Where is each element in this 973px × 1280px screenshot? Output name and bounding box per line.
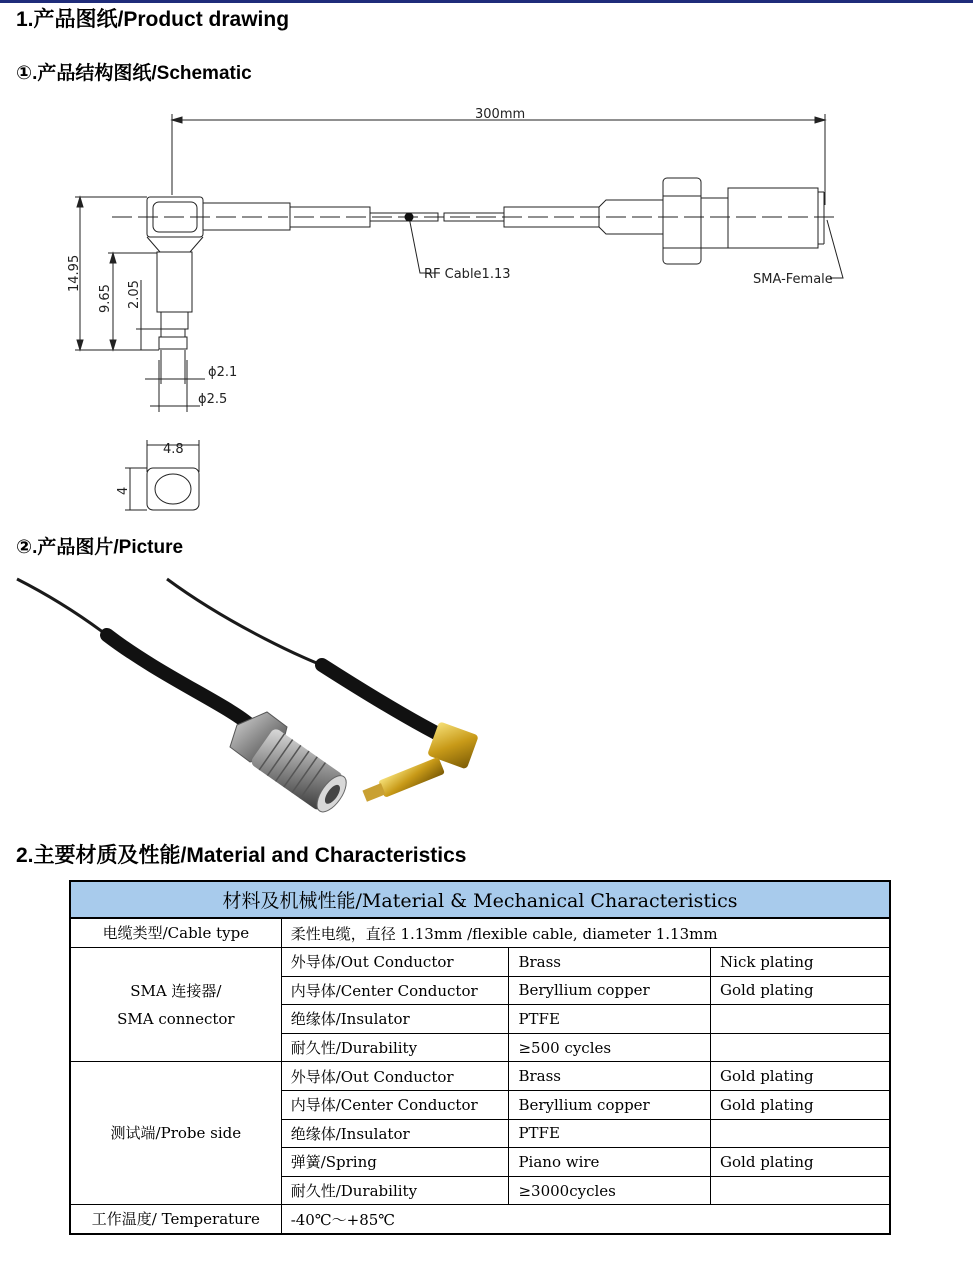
sma-group-label-en: SMA connector: [117, 1009, 235, 1028]
dim-d1-label: ϕ2.1: [208, 365, 238, 380]
table-cell: Beryllium copper: [509, 976, 711, 1005]
table-cell: [711, 1119, 890, 1148]
dim-d2-label: ϕ2.5: [198, 392, 228, 407]
dim-h2-label: 9.65: [98, 284, 113, 313]
sma-group-label: SMA 连接器/: [130, 981, 222, 1000]
table-header: 材料及机械性能/Material & Mechanical Characteristics: [70, 881, 890, 918]
dim-height-label: 4: [116, 486, 131, 495]
table-cell: 外导体/Out Conductor: [281, 948, 509, 977]
cable-label: RF Cable1.13: [424, 267, 511, 282]
table-cell: Beryllium copper: [509, 1090, 711, 1119]
cable-type-label: 电缆类型/Cable type: [70, 918, 281, 948]
table-header-row: [70, 881, 890, 918]
table-cell: Nick plating: [711, 948, 890, 977]
dim-h1-label: 14.95: [67, 254, 82, 292]
picture-title: ②.产品图片/Picture: [16, 537, 184, 558]
table-cell: 内导体/Center Conductor: [281, 1090, 509, 1119]
table-row: [70, 1205, 890, 1235]
table-row: [70, 948, 890, 977]
temperature-label: 工作温度/ Temperature: [70, 1205, 281, 1235]
product-photo: [12, 577, 512, 822]
table-cell: 耐久性/Durability: [281, 1176, 509, 1205]
table-cell: 内导体/Center Conductor: [281, 976, 509, 1005]
cable-type-value: 柔性电缆，直径 1.13mm /flexible cable, diameter 1.13mm: [281, 918, 890, 948]
section1-title: 1.产品图纸/Product drawing: [16, 8, 290, 31]
table-cell: 耐久性/Durability: [281, 1033, 509, 1062]
dim-width-label: 4.8: [163, 442, 184, 457]
table-row: [70, 1062, 890, 1091]
temperature-value: -40℃～+85℃: [281, 1205, 890, 1235]
table-cell: Gold plating: [711, 1090, 890, 1119]
table-cell: PTFE: [509, 1005, 711, 1034]
table-cell: Brass: [509, 948, 711, 977]
sma-group-cell: [70, 948, 281, 1062]
table-cell: 弹簧/Spring: [281, 1148, 509, 1177]
connector-label: SMA-Female: [753, 272, 833, 287]
dim-length-label: 300mm: [475, 107, 526, 122]
schematic-title: ①.产品结构图纸/Schematic: [16, 63, 252, 84]
table-cell: [711, 1033, 890, 1062]
dim-h3-label: 2.05: [127, 280, 142, 309]
section2-title: 2.主要材质及性能/Material and Characteristics: [16, 844, 467, 867]
table-cell: Piano wire: [509, 1148, 711, 1177]
table-cell: PTFE: [509, 1119, 711, 1148]
table-cell: [711, 1005, 890, 1034]
table-cell: [711, 1176, 890, 1205]
table-cell: Brass: [509, 1062, 711, 1091]
material-table: [69, 880, 891, 1235]
table-cell: ≥3000cycles: [509, 1176, 711, 1205]
table-cell: Gold plating: [711, 976, 890, 1005]
probe-group-cell: 测试端/Probe side: [70, 1062, 281, 1205]
table-row: [70, 918, 890, 948]
schematic-drawing: [0, 100, 973, 520]
table-cell: 绝缘体/Insulator: [281, 1005, 509, 1034]
table-cell: Gold plating: [711, 1062, 890, 1091]
table-cell: ≥500 cycles: [509, 1033, 711, 1062]
table-cell: 外导体/Out Conductor: [281, 1062, 509, 1091]
table-cell: 绝缘体/Insulator: [281, 1119, 509, 1148]
table-cell: Gold plating: [711, 1148, 890, 1177]
